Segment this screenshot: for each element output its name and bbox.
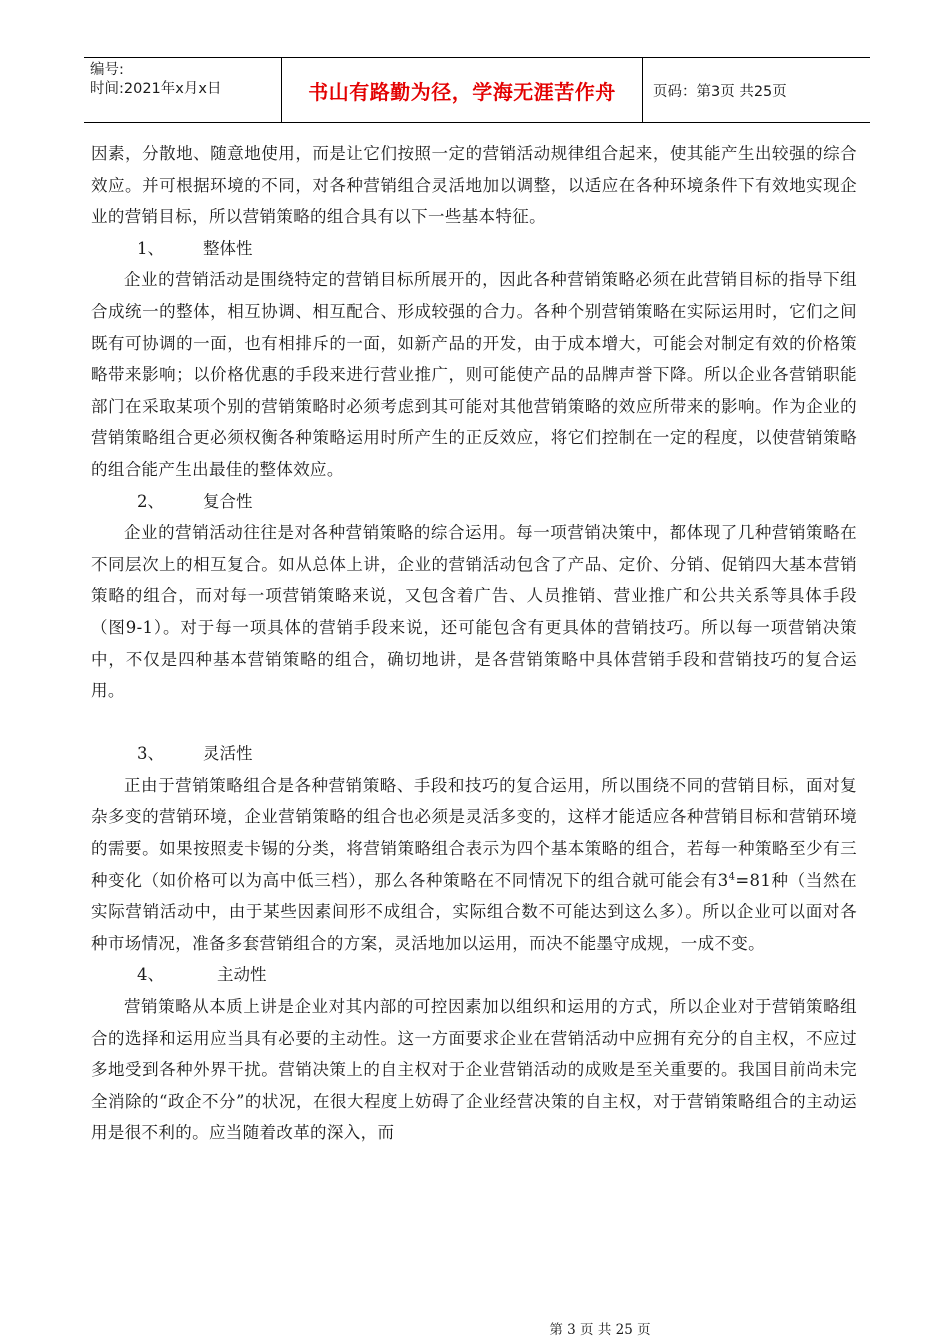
- blank-line: [91, 707, 857, 739]
- paragraph-flexibility: [91, 770, 857, 960]
- header-page-label: 页码：第3页 共25页: [653, 83, 787, 100]
- serial-label: 编号:: [90, 62, 124, 78]
- text-run: 正由于营销策略组合是各种营销策略、手段和技巧的复合运用，所以围绕不同的营销目标，面对复杂多变的营销环境，企业营销策略的组合也必须是灵活多变的，这样才能适应各种营销目标和营销环境的需要。如果按照麦卡锡的分类，将营销策略组合表示为四个基本策略的组合，若每一种策略至少有三种变化（如价格可以为高中低三档），那么各种策略在不同情况下的组合就可能会有3: [91, 775, 857, 890]
- paragraph-integrity: 企业的营销活动是围绕特定的营销目标所展开的，因此各种营销策略必须在此营销目标的指导下组合成统一的整体，相互协调、相互配合、形成较强的合力。各种个别营销策略在实际运用时，它们之间既有可协调的一面，也有相排斥的一面，如新产品的开发，由于成本增大，可能会对制定有效的价格策略带来影响；以价格优惠的手段来进行营业推广，则可能使产品的品牌声誉下降。所以企业各营销职能部门在采取某项个别的营销策略时必须考虑到其可能对其他营销策略的效应所带来的影响。作为企业的营销策略组合更必须权衡各种策略运用时所产生的正反效应，将它们控制在一定的程度，以使营销策略的组合能产生出最佳的整体效应。: [91, 270, 857, 479]
- page-header: [84, 57, 870, 123]
- section-title: 主动性: [217, 965, 267, 985]
- paragraph-initiative: 营销策略从本质上讲是企业对其内部的可控因素加以组织和运用的方式，所以企业对于营销策略组合的选择和运用应当具有必要的主动性。这一方面要求企业在营销活动中应拥有充分的自主权，不应过多地受到各种外界干扰。营销决策上的自主权对于企业营销活动的成败是至关重要的。我国目前尚未完全消除的“政企不分”的状况，在很大程度上妨碍了企业经营决策的自主权，对于营销策略组合的主动运用是很不利的。应当随着改革的深入，而: [91, 997, 857, 1143]
- section-title: 复合性: [203, 491, 253, 511]
- section-title: 整体性: [203, 238, 253, 258]
- section-heading-4: [91, 959, 857, 991]
- intro-paragraph: 因素，分散地、随意地使用，而是让它们按照一定的营销活动规律组合起来，使其能产生出较强的综合效应。并可根据环境的不同，对各种营销组合灵活地加以调整，以适应在各种环境条件下有效地实现企业的营销目标，所以营销策略的组合具有以下一些基本特征。: [91, 144, 857, 227]
- document-body: [91, 138, 857, 1149]
- section-heading-1: [91, 233, 857, 265]
- section-number: 4、: [137, 965, 164, 985]
- section-number: 2、: [137, 491, 164, 511]
- section-heading-3: [91, 738, 857, 770]
- text-run: =81种（当然在实际营销活动中，由于某些因素间形不成组合，实际组合数不可能达到这么多）。所以企业可以面对各种市场情况，准备多套营销组合的方案，灵活地加以运用，而决不能墨守成规，一成不变。: [91, 870, 857, 953]
- paragraph-composite: 企业的营销活动往往是对各种营销策略的综合运用。每一项营销决策中，都体现了几种营销策略在不同层次上的相互复合。如从总体上讲，企业的营销活动包含了产品、定价、分销、促销四大基本营销策略的组合，而对每一项营销策略来说，又包含着广告、人员推销、营业推广和公共关系等具体手段（图9-1）。对于每一项具体的营销手段来说，还可能包含有更具体的营销技巧。所以每一项营销决策中，不仅是四种基本营销策略的组合，确切地讲，是各营销策略中具体营销手段和营销技巧的复合运用。: [91, 523, 857, 701]
- time-label: 时间:2021年x月x日: [90, 81, 222, 97]
- section-number: 1、: [137, 238, 164, 258]
- exponent: 4: [728, 871, 736, 883]
- header-motto: 书山有路勤为径，学海无涯苦作舟: [282, 58, 643, 122]
- page-footer: 第 3 页 共 25 页: [549, 1322, 651, 1338]
- header-meta: [84, 58, 282, 122]
- section-title: 灵活性: [203, 744, 253, 764]
- section-number: 3、: [137, 744, 164, 764]
- section-heading-2: [91, 486, 857, 518]
